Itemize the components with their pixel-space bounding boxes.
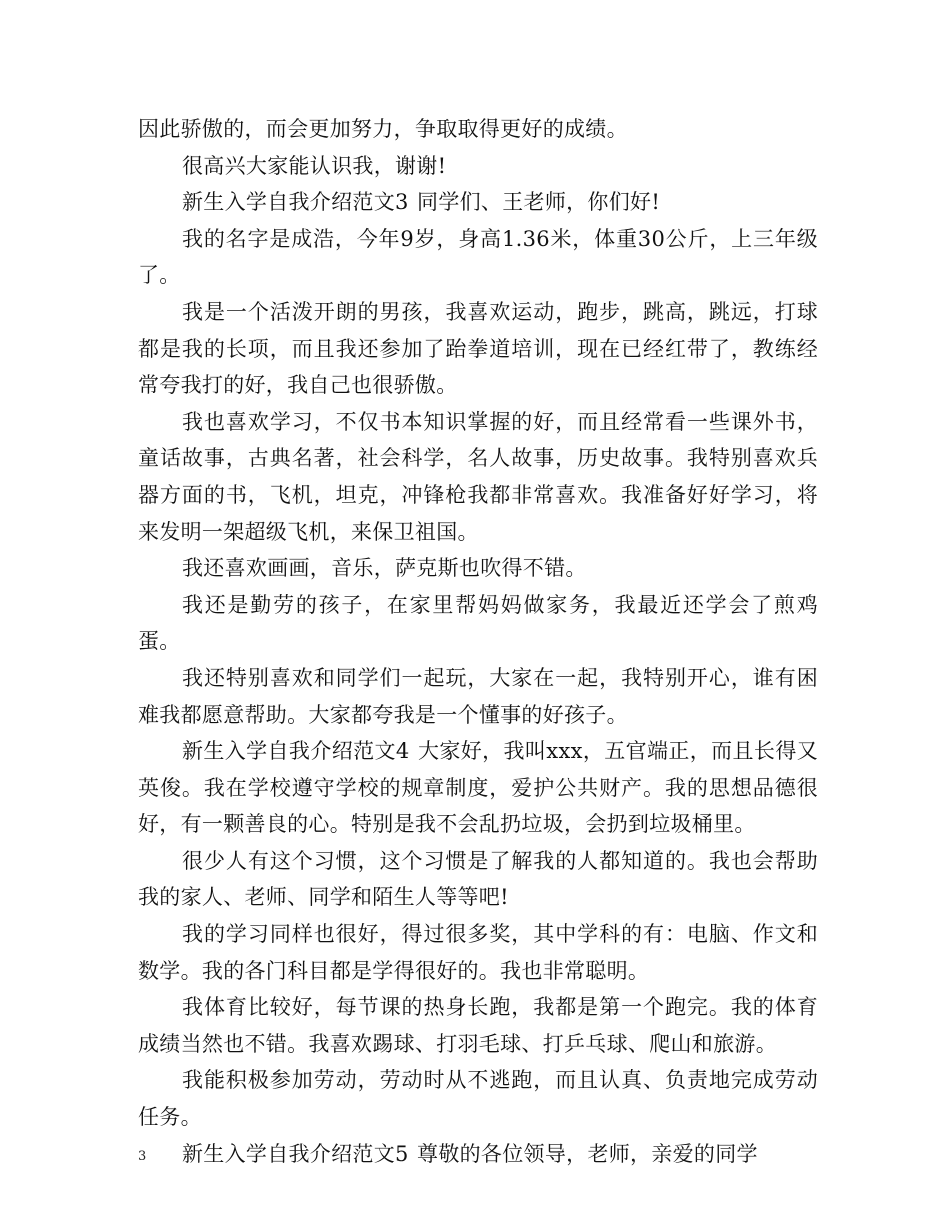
paragraph-hobbies: 我还喜欢画画，音乐，萨克斯也吹得不错。 (182, 556, 587, 581)
paragraph-sample-5-heading: 新生入学自我介绍范文5 尊敬的各位领导，老师，亲爱的同学 (182, 1141, 758, 1166)
paragraph-name-age: 我的名字是成浩，今年9岁，身高1.36米，体重30公斤，上三年级了。 (138, 226, 818, 288)
page-number: 3 (138, 1149, 147, 1164)
paragraph-habit: 很少人有这个习惯，这个习惯是了解我的人都知道的。我也会帮助我的家人、老师、同学和陌生人等等吧! (138, 848, 818, 910)
paragraph-housework: 我还是勤劳的孩子，在家里帮妈妈做家务，我最近还学会了煎鸡蛋。 (138, 592, 818, 654)
paragraph-thanks: 很高兴大家能认识我，谢谢! (182, 153, 447, 178)
paragraph-pe: 我体育比较好，每节课的热身长跑，我都是第一个跑完。我的体育成绩当然也不错。我喜欢踢球、打羽毛球、打乒乓球、爬山和旅游。 (138, 995, 818, 1056)
paragraph-sports: 我是一个活泼开朗的男孩，我喜欢运动，跑步，跳高，跳远，打球都是我的长项，而且我还参加了跆拳道培训，现在已经红带了，教练经常夸我打的好，我自己也很骄傲。 (138, 299, 818, 398)
paragraph-sample-3-heading: 新生入学自我介绍范文3 同学们、王老师，你们好! (182, 190, 661, 215)
paragraph-study: 我也喜欢学习，不仅书本知识掌握的好，而且经常看一些课外书，童话故事，古典名著，社会科学，名人故事，历史故事。我特别喜欢兵器方面的书，飞机，坦克，冲锋枪我都非常喜欢。我准备好好学习，将来发明一架超级飞机，来保卫祖国。 (138, 409, 818, 544)
paragraph-sample-4-heading: 新生入学自我介绍范文4 大家好，我叫xxx，五官端正，而且长得又英俊。我在学校遵守学校的规章制度，爱护公共财产。我的思想品德很好，有一颗善良的心。特别是我不会乱扔垃圾，会扔到垃圾桶里。 (138, 739, 819, 837)
paragraph-friends: 我还特别喜欢和同学们一起玩，大家在一起，我特别开心，谁有困难我都愿意帮助。大家都夸我是一个懂事的好孩子。 (138, 665, 818, 727)
document-body (138, 111, 818, 1172)
paragraph-continuation: 因此骄傲的，而会更加努力，争取取得更好的成绩。 (138, 117, 628, 141)
paragraph-labor: 我能积极参加劳动，劳动时从不逃跑，而且认真、负责地完成劳动任务。 (138, 1068, 818, 1130)
paragraph-grades: 我的学习同样也很好，得过很多奖，其中学科的有：电脑、作文和数学。我的各门科目都是学得很好的。我也非常聪明。 (138, 922, 818, 983)
